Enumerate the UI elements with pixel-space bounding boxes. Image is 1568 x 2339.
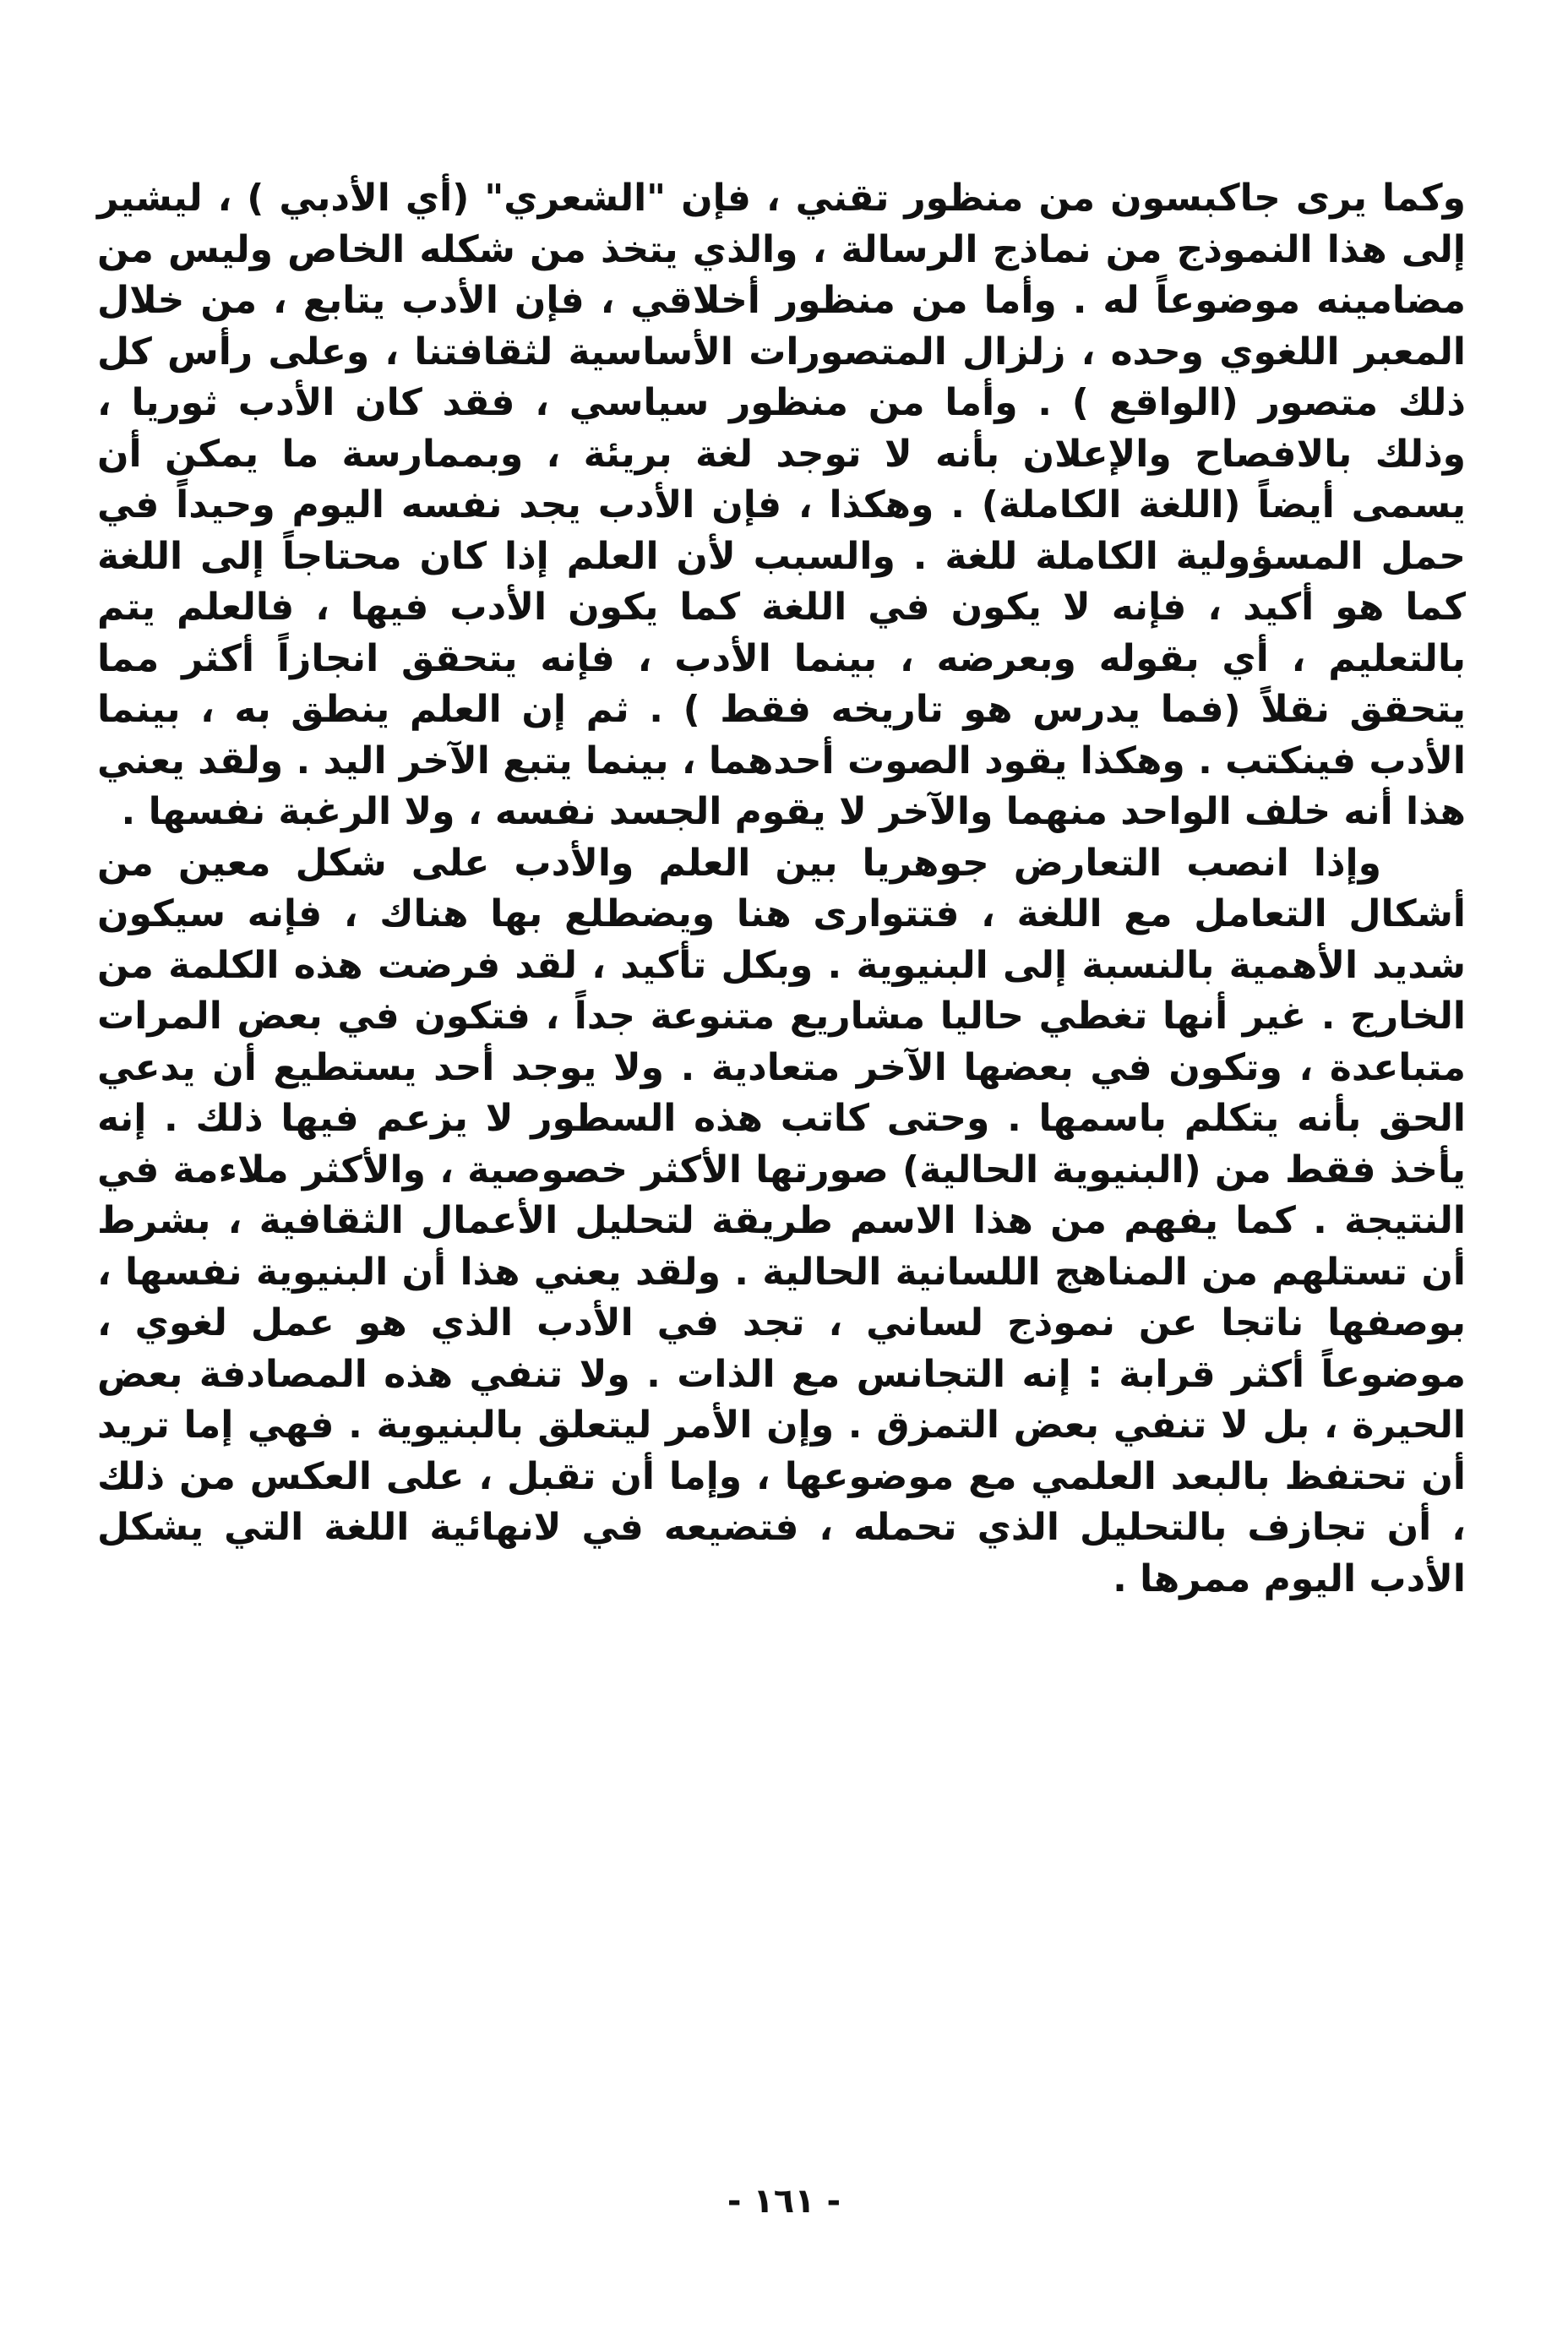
- body-text: [97, 173, 1466, 1605]
- paragraph-1: وكما يرى جاكبسون من منظور تقني ، فإن "الشعري" (أي الأدبي ) ، ليشير إلى هذا النموذج من نماذج الرسالة ، والذي يتخذ من شكله الخاص وليس من مضامينه موضوعاً له . وأما من منظور أخلاقي ، فإن الأدب يتابع ، من خلال المعبر اللغوي وحده ، زلزال المتصورات الأساسية لثقافتنا ، وعلى رأس كل ذلك متصور (الواقع ) . وأما من منظور سياسي ، فقد كان الأدب ثوريا ، وذلك بالافصاح والإعلان بأنه لا توجد لغة بريئة ، وبممارسة ما يمكن أن يسمى أيضاً (اللغة الكاملة) . وهكذا ، فإن الأدب يجد نفسه اليوم وحيداً في حمل المسؤولية الكاملة للغة . والسبب لأن العلم إذا كان محتاجاً إلى اللغة كما هو أكيد ، فإنه لا يكون في اللغة كما يكون الأدب فيها ، فالعلم يتم بالتعليم ، أي بقوله وبعرضه ، بينما الأدب ، فإنه يتحقق انجازاً أكثر مما يتحقق نقلاً (فما يدرس هو تاريخه فقط ) . ثم إن العلم ينطق به ، بينما الأدب فينكتب . وهكذا يقود الصوت أحدهما ، بينما يتبع الآخر اليد . ولقد يعني هذا أنه خلف الواحد منهما والآخر لا يقوم الجسد نفسه ، ولا الرغبة نفسها .: [97, 177, 1466, 833]
- page-number: - ١٦١ -: [727, 2182, 841, 2221]
- paragraph-2: وإذا انصب التعارض جوهريا بين العلم والأدب على شكل معين من أشكال التعامل مع اللغة ، فتتوارى هنا ويضطلع بها هناك ، فإنه سيكون شديد الأهمية بالنسبة إلى البنيوية . وبكل تأكيد ، لقد فرضت هذه الكلمة من الخارج . غير أنها تغطي حاليا مشاريع متنوعة جداً ، فتكون في بعض المرات متباعدة ، وتكون في بعضها الآخر متعادية . ولا يوجد أحد يستطيع أن يدعي الحق بأنه يتكلم باسمها . وحتى كاتب هذه السطور لا يزعم فيها ذلك . إنه يأخذ فقط من (البنيوية الحالية) صورتها الأكثر خصوصية ، والأكثر ملاءمة في النتيجة . كما يفهم من هذا الاسم طريقة لتحليل الأعمال الثقافية ، بشرط أن تستلهم من المناهج اللسانية الحالية . ولقد يعني هذا أن البنيوية نفسها ، بوصفها ناتجا عن نموذج لساني ، تجد في الأدب الذي هو عمل لغوي ، موضوعاً أكثر قرابة : إنه التجانس مع الذات . ولا تنفي هذه المصادفة بعض الحيرة ، بل لا تنفي بعض التمزق . وإن الأمر ليتعلق بالبنيوية . فهي إما تريد أن تحتفظ بالبعد العلمي مع موضوعها ، وإما أن تقبل ، على العكس من ذلك ، أن تجازف بالتحليل الذي تحمله ، فتضيعه في لانهائية اللغة التي يشكل الأدب اليوم ممرها .: [97, 841, 1466, 1600]
